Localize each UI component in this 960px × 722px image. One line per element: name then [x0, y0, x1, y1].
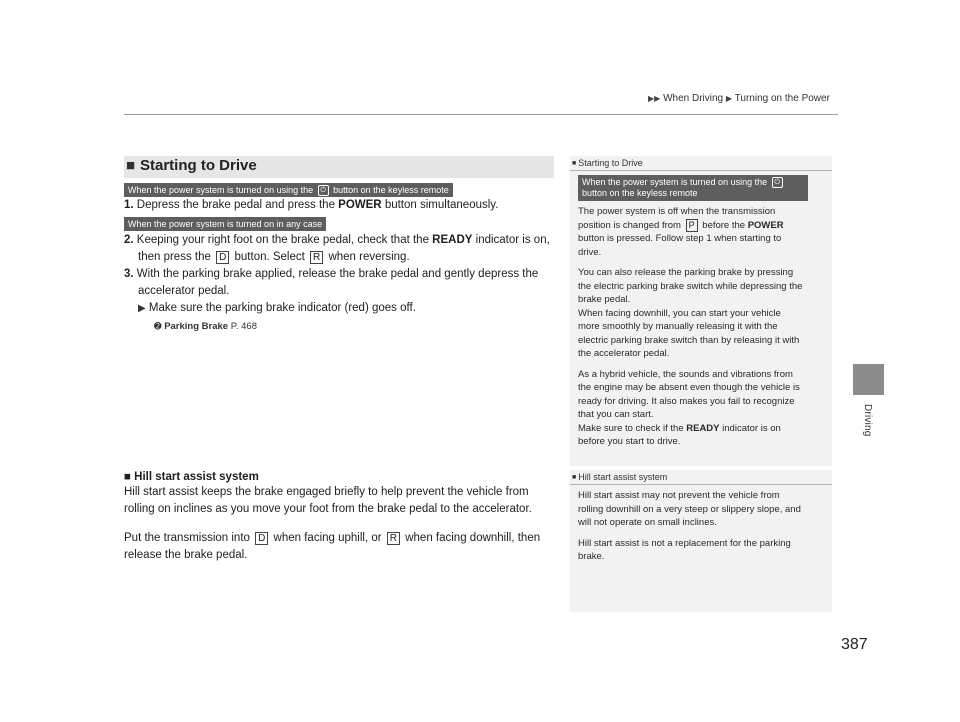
note-line: will not operate on small inclines. [578, 517, 717, 528]
note-line: drive. [578, 246, 602, 258]
note-body [570, 201, 832, 449]
condition-label-text: When the power system is turned on in any case [128, 219, 323, 229]
note-line: brake. [578, 551, 605, 562]
condition-label-text-2: button on the keyless remote [582, 188, 698, 199]
paragraph-text: when facing downhill, then [402, 532, 541, 544]
note-marker-icon: ■ [572, 474, 577, 482]
condition-label-text: When the power system is turned on using the [582, 177, 768, 187]
gear-key-r: R [310, 251, 323, 264]
reference-label: Parking Brake [164, 321, 229, 332]
note-title [570, 470, 832, 482]
subsection-title: Hill start assist system [134, 471, 259, 483]
page-reference[interactable] [124, 318, 554, 335]
note-title-text: Starting to Drive [578, 158, 643, 168]
step-text: button. Select [231, 251, 309, 263]
note-line [578, 219, 824, 233]
note-line [578, 422, 824, 436]
triangle-icon: ▶ [725, 94, 733, 103]
gear-key-d: D [216, 251, 229, 264]
page-number: 387 [841, 636, 868, 653]
note-box-hill-start-assist [570, 470, 832, 612]
reference-arrow-icon: ➋ [154, 321, 162, 331]
note-line: more smoothly by manually releasing it with the [578, 321, 778, 333]
note-text: position is changed from [578, 219, 684, 231]
note-body [570, 489, 832, 564]
step-text: With the parking brake applied, release the brake pedal and gently depress the [136, 268, 539, 280]
reference-page: P. 468 [230, 321, 257, 332]
note-line: brake pedal. [578, 294, 631, 306]
step-text: indicator is on, [472, 234, 550, 246]
step-line: accelerator pedal. [138, 285, 230, 297]
note-title-text: Hill start assist system [578, 472, 668, 482]
condition-label-any-case [124, 217, 326, 231]
note-keyword: READY [686, 422, 720, 434]
chapter-label: Driving [862, 404, 873, 437]
note-line: electric parking brake switch than by releasing it with [578, 334, 800, 346]
note-text: indicator is on [719, 422, 781, 434]
note-box-starting-to-drive [570, 156, 832, 466]
square-bullet-icon: ■ [124, 471, 131, 483]
header-divider [124, 114, 838, 115]
step-text: Keeping your right foot on the brake pedal, check that the [136, 234, 433, 246]
note-line: the accelerator pedal. [578, 348, 670, 360]
step-number: 3. [124, 268, 134, 280]
note-line: the electric parking brake switch while depressing the [578, 280, 803, 292]
hsa-paragraph-1 [124, 484, 554, 518]
note-marker-icon: ■ [572, 160, 577, 168]
note-divider [570, 484, 832, 485]
note-title [570, 156, 832, 168]
arrow-right-icon: ▶ [138, 303, 146, 314]
note-line: ready for driving. It also makes you fail to recognize [578, 395, 795, 407]
note-line: You can also release the parking brake by pressing [578, 267, 794, 279]
note-divider [570, 170, 832, 171]
note-line: rolling downhill on a very steep or slippery slope, and [578, 503, 801, 515]
paragraph-text: when facing uphill, or [270, 532, 385, 544]
step-line [124, 266, 554, 283]
step-text: Depress the brake pedal and press the [136, 199, 339, 211]
step-text: button simultaneously. [381, 199, 499, 211]
breadcrumb-item-turning-on-power: Turning on the Power [734, 93, 830, 104]
step-3 [124, 266, 554, 335]
note-line: button is pressed. Follow step 1 when starting to [578, 233, 782, 245]
paragraph-text: Put the transmission into [124, 532, 254, 544]
gear-key-p: P [686, 219, 698, 232]
step-keyword: READY [432, 234, 473, 246]
sub-step [124, 300, 554, 317]
step-number: 2. [124, 234, 134, 246]
note-keyword: POWER [747, 219, 784, 231]
section-heading [124, 156, 554, 178]
section-title: Starting to Drive [140, 157, 257, 174]
note-line: Hill start assist may not prevent the vehicle from [578, 490, 780, 501]
condition-label-text-2: button on the keyless remote [333, 185, 449, 195]
paragraph-line: release the brake pedal. [124, 549, 248, 561]
square-bullet-icon: ■ [126, 157, 136, 174]
step-keyword: POWER [338, 199, 382, 211]
step-2 [124, 232, 554, 266]
gear-key-r: R [387, 532, 400, 545]
double-triangle-icon: ▶▶ [648, 94, 661, 103]
step-text: then press the [138, 251, 215, 263]
gear-key-d: D [255, 532, 268, 545]
step-text: when reversing. [325, 251, 410, 263]
note-line: before you start to drive. [578, 436, 681, 448]
breadcrumb-item-when-driving: When Driving [663, 93, 724, 104]
note-line: Hill start assist is not a replacement for the parking [578, 537, 791, 549]
chapter-tab-marker [853, 364, 884, 395]
condition-label-keyless [124, 183, 453, 197]
note-text: before the [699, 219, 748, 231]
note-line: the engine may be absent even though the vehicle is [578, 382, 800, 394]
note-line: As a hybrid vehicle, the sounds and vibrations from [578, 368, 793, 380]
paragraph-line: rolling on inclines as you move your foot from the brake pedal to the accelerator. [124, 503, 532, 515]
step-1 [124, 197, 554, 214]
paragraph-line [124, 530, 554, 547]
condition-label-keyless [578, 175, 808, 201]
paragraph-line: Hill start assist keeps the brake engaged briefly to help prevent the vehicle from [124, 486, 529, 498]
step-line [124, 232, 554, 249]
note-line: that you can start. [578, 409, 654, 421]
breadcrumb [648, 93, 830, 104]
sub-step-text: Make sure the parking brake indicator (red) goes off. [148, 302, 416, 314]
power-button-icon: ⏻ [318, 185, 329, 196]
power-button-icon: ⏻ [772, 177, 783, 188]
condition-label-text: When the power system is turned on using the [128, 185, 314, 195]
step-line [124, 249, 554, 266]
note-line: The power system is off when the transmission [578, 206, 776, 218]
note-text: Make sure to check if the [578, 422, 687, 434]
step-number: 1. [124, 199, 134, 211]
hsa-paragraph-2 [124, 530, 554, 564]
note-line: When facing downhill, you can start your vehicle [578, 307, 781, 319]
